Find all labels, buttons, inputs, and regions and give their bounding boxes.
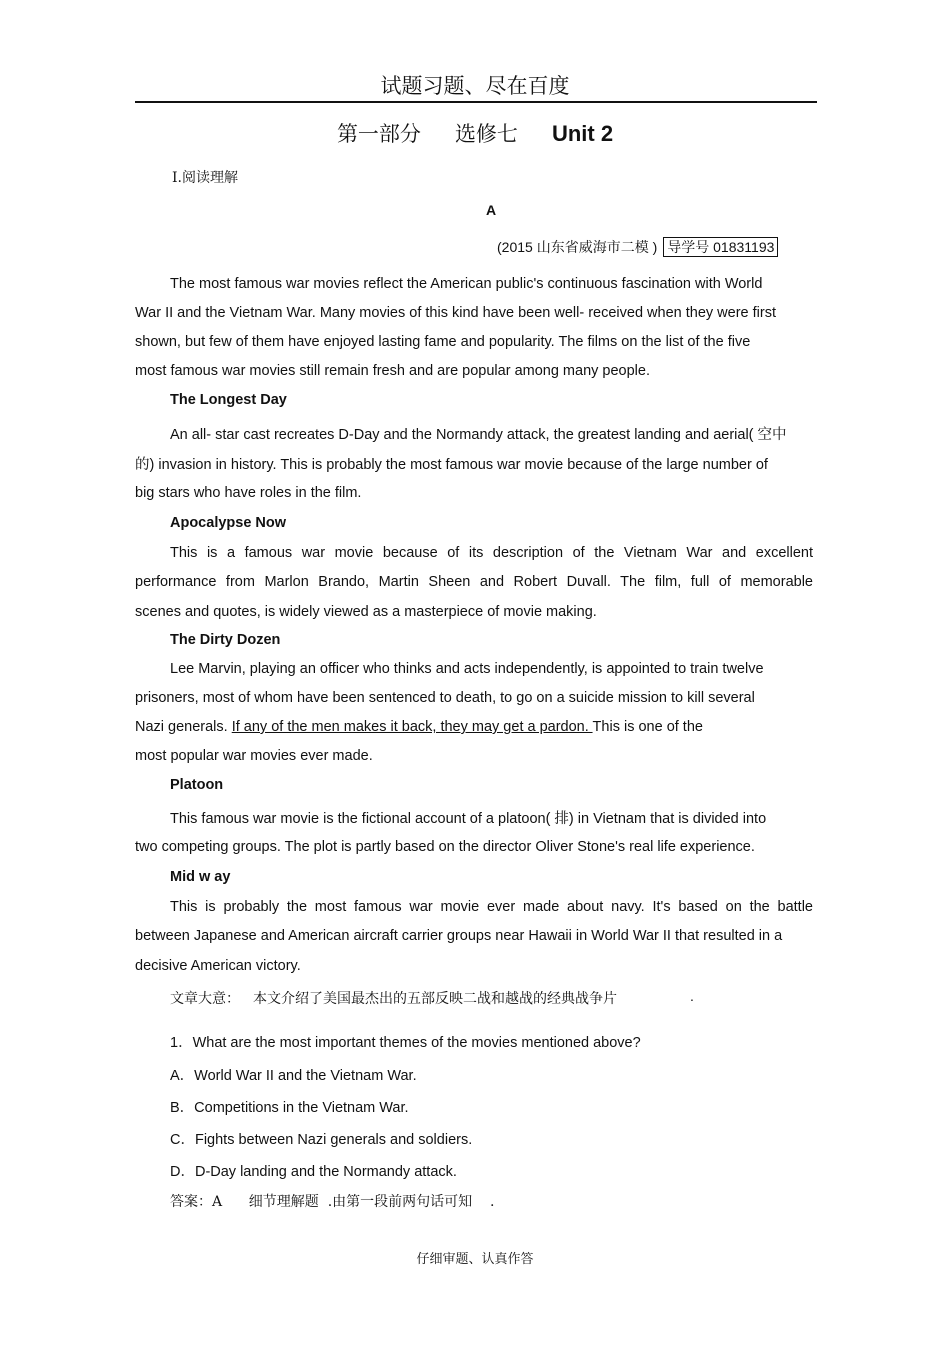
underlined-sentence: If any of the men makes it back, they may get a pardon. xyxy=(231,719,593,735)
header-rule xyxy=(135,101,817,103)
movie-text-line xyxy=(135,719,703,735)
intro-line-1: The most famous war movies reflect the American public's continuous fascination with World xyxy=(170,276,763,292)
movie-text-line: This is probably the most famous war movie ever made about navy. It's based on the battle xyxy=(170,899,813,915)
movie-title: Mid w ay xyxy=(170,869,231,885)
page-footer: 仔细审题、认真作答 xyxy=(416,1252,534,1267)
movie-text-line: big stars who have roles in the film. xyxy=(135,485,362,501)
movie-title: Platoon xyxy=(170,777,224,793)
summary-end: . xyxy=(690,988,694,1004)
passage-label: A xyxy=(485,202,497,218)
option-b: B．Competitions in the Vietnam War. xyxy=(170,1100,409,1116)
movie-title: Apocalypse Now xyxy=(170,515,287,531)
intro-line-3: shown, but few of them have enjoyed lasting fame and popularity. The films on the list of the five xyxy=(135,334,751,350)
text-segment: This is one of the xyxy=(592,719,703,735)
text-segment: Nazi generals. xyxy=(135,719,232,735)
movie-text-line: This famous war movie is the fictional account of a platoon( 排) in Vietnam that is divided into xyxy=(170,811,767,827)
source-text: (2015 山东省威海市二模 ) xyxy=(497,239,658,255)
question-stem: 1．What are the most important themes of the movies mentioned above? xyxy=(170,1035,641,1051)
elective-label: 选修七 xyxy=(454,122,518,146)
movie-text-line: decisive American victory. xyxy=(135,958,301,974)
source-citation xyxy=(497,237,778,257)
movie-text-line: This is a famous war movie because of its description of the Vietnam War and excellent xyxy=(170,545,813,561)
summary-label: 文章大意： xyxy=(170,991,240,1007)
movie-text-line: 的) invasion in history. This is probably the most famous war movie because of the large number of xyxy=(135,457,768,473)
movie-text-line: prisoners, most of whom have been sentenced to death, to go on a suicide mission to kill several xyxy=(135,690,755,706)
guide-number-box: 导学号 01831193 xyxy=(663,237,778,257)
option-c: C．Fights between Nazi generals and soldiers. xyxy=(170,1132,473,1148)
site-banner: 试题习题、尽在百度 xyxy=(380,74,570,98)
unit-label: Unit 2 xyxy=(551,121,614,146)
movie-text-line: performance from Marlon Brando, Martin Sheen and Robert Duvall. The film, full of memorable xyxy=(135,574,813,590)
movie-text-line: An all- star cast recreates D-Day and the Normandy attack, the greatest landing and aerial( 空中 xyxy=(170,427,787,443)
summary-text: 本文介绍了美国最杰出的五部反映二战和越战的经典战争片 xyxy=(253,991,617,1007)
movie-text-line: scenes and quotes, is widely viewed as a masterpiece of movie making. xyxy=(135,604,597,620)
option-d: D．D-Day landing and the Normandy attack. xyxy=(170,1164,457,1180)
answer-line: 答案：A 细节理解题 .由第一段前两句话可知 . xyxy=(170,1194,495,1210)
part-label: 第一部分 xyxy=(336,122,421,146)
section-heading: Ⅰ.阅读理解 xyxy=(172,170,238,186)
movie-text-line: most popular war movies ever made. xyxy=(135,748,373,764)
movie-title: The Longest Day xyxy=(170,392,287,408)
intro-line-2: War II and the Vietnam War. Many movies of this kind have been well- received when they were first xyxy=(135,305,776,321)
movie-title: The Dirty Dozen xyxy=(170,632,281,648)
movie-text-line: Lee Marvin, playing an officer who thinks and acts independently, is appointed to train twelve xyxy=(170,661,764,677)
movie-text-line: between Japanese and American aircraft carrier groups near Hawaii in World War II that resulted in a xyxy=(135,928,783,944)
intro-line-4: most famous war movies still remain fresh and are popular among many people. xyxy=(135,363,650,379)
option-a: A．World War II and the Vietnam War. xyxy=(170,1068,417,1084)
movie-text-line: two competing groups. The plot is partly based on the director Oliver Stone's real life experience. xyxy=(135,839,755,855)
page-title xyxy=(0,118,950,148)
